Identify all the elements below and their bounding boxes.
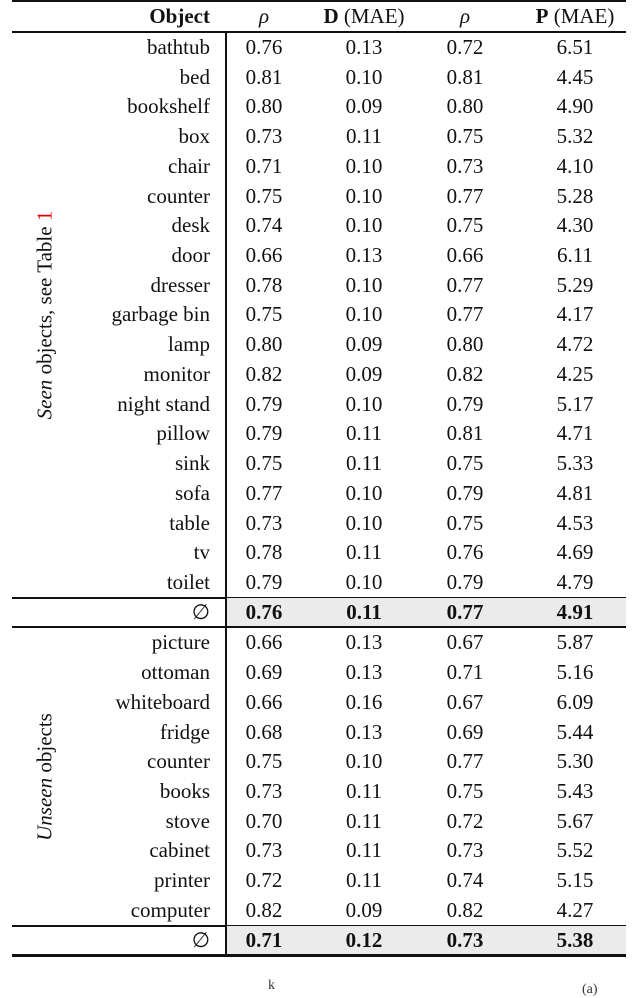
rho-depth: 0.75 [245, 183, 283, 208]
d-mae: 0.09 [345, 332, 383, 357]
rho-pose: 0.79 [446, 480, 484, 505]
p-mae: 5.52 [556, 838, 594, 863]
p-mae: 5.29 [556, 272, 594, 297]
rho-pose: 0.79 [446, 391, 484, 416]
rho-depth: 0.78 [245, 540, 283, 565]
object-name: dresser [150, 272, 210, 297]
p-mae: 4.72 [556, 332, 594, 357]
average-symbol: ∅ [191, 927, 210, 952]
object-name: monitor [143, 361, 210, 386]
table-row [0, 182, 640, 212]
d-mae: 0.13 [345, 719, 383, 744]
p-mae: 5.30 [556, 749, 594, 774]
table-row [0, 241, 640, 271]
object-name: sofa [175, 480, 210, 505]
object-name: counter [147, 183, 210, 208]
p-mae: 4.10 [556, 153, 594, 178]
rho-depth: 0.78 [245, 272, 283, 297]
table-row [0, 330, 640, 360]
p-mae: 4.79 [556, 569, 594, 594]
rho-depth: 0.79 [245, 569, 283, 594]
d-mae: 0.10 [345, 183, 383, 208]
p-mae: 5.16 [556, 660, 594, 685]
p-mae: 4.69 [556, 540, 594, 565]
p-mae: 6.09 [556, 689, 594, 714]
d-mae: 0.10 [345, 569, 383, 594]
object-name: bed [179, 64, 210, 89]
rho-pose: 0.75 [446, 213, 484, 238]
d-mae: 0.10 [345, 749, 383, 774]
d-mae: 0.13 [345, 35, 383, 59]
p-mae: 4.71 [556, 421, 594, 446]
table-row [0, 211, 640, 241]
table-row [0, 718, 640, 748]
p-mae: 6.11 [557, 243, 593, 268]
d-mae: 0.10 [345, 64, 383, 89]
table-row [0, 449, 640, 479]
d-mae: 0.10 [345, 153, 383, 178]
rho-depth: 0.76 [245, 599, 283, 624]
d-mae: 0.11 [346, 599, 382, 624]
p-mae: 4.91 [556, 599, 594, 624]
table-row [0, 479, 640, 509]
object-name: garbage bin [111, 302, 210, 327]
d-mae: 0.10 [345, 480, 383, 505]
d-mae: 0.11 [346, 868, 382, 893]
object-name: cabinet [149, 838, 210, 863]
object-name: picture [151, 630, 210, 655]
rho-depth: 0.73 [245, 838, 283, 863]
table-row [0, 747, 640, 777]
cutoff-fragment-k: k [268, 978, 275, 993]
object-name: box [178, 124, 210, 149]
rho-depth: 0.74 [245, 213, 283, 238]
d-mae: 0.10 [345, 510, 383, 535]
rho-pose: 0.77 [446, 599, 484, 624]
table-row [0, 300, 640, 330]
rho-pose: 0.81 [446, 421, 484, 446]
rho-pose: 0.73 [446, 153, 484, 178]
rho-depth: 0.75 [245, 749, 283, 774]
column-divider [225, 33, 227, 627]
table-row [0, 836, 640, 866]
d-mae: 0.10 [345, 302, 383, 327]
p-mae: 5.43 [556, 779, 594, 803]
table-row [0, 777, 640, 807]
p-mae: 5.28 [556, 183, 594, 208]
object-name: table [169, 510, 210, 535]
rho-pose: 0.75 [446, 124, 484, 149]
table-reference-link[interactable]: 1 [32, 210, 57, 222]
p-mae: 5.33 [556, 451, 594, 476]
rho-pose: 0.77 [446, 302, 484, 327]
d-mae: 0.11 [346, 808, 382, 833]
p-mae: 4.17 [556, 302, 594, 327]
d-mae: 0.10 [345, 213, 383, 238]
rho-depth: 0.80 [245, 332, 283, 357]
object-name: pillow [156, 421, 210, 446]
rho-depth: 0.82 [245, 361, 283, 386]
d-mae: 0.10 [345, 391, 383, 416]
p-mae: 4.45 [556, 64, 594, 89]
object-name: whiteboard [115, 689, 210, 714]
header-rho-pose: ρ [459, 4, 471, 28]
object-name: computer [130, 897, 210, 922]
rho-depth: 0.80 [245, 94, 283, 119]
rho-pose: 0.69 [446, 719, 484, 744]
rho-depth: 0.75 [245, 451, 283, 476]
object-name: printer [154, 868, 210, 893]
rho-pose: 0.80 [446, 94, 484, 119]
d-mae: 0.11 [346, 779, 382, 803]
rho-depth: 0.75 [245, 302, 283, 327]
d-mae: 0.11 [346, 540, 382, 565]
object-name: chair [168, 153, 210, 178]
rho-depth: 0.66 [245, 689, 283, 714]
p-mae: 5.38 [556, 927, 594, 952]
object-name: desk [171, 213, 210, 238]
table-row [0, 33, 640, 63]
table-row [0, 807, 640, 837]
table-row [0, 866, 640, 896]
rho-pose: 0.77 [446, 749, 484, 774]
p-mae: 5.87 [556, 630, 594, 655]
table-row [0, 390, 640, 420]
rho-pose: 0.82 [446, 361, 484, 386]
table-row [0, 568, 640, 598]
table-header [0, 1, 640, 31]
rho-pose: 0.81 [446, 64, 484, 89]
table-row [0, 419, 640, 449]
rho-pose: 0.72 [446, 35, 484, 59]
object-name: tv [193, 540, 210, 565]
rho-depth: 0.66 [245, 243, 283, 268]
rho-depth: 0.79 [245, 391, 283, 416]
average-row [0, 598, 640, 628]
d-mae: 0.13 [345, 660, 383, 685]
d-mae: 0.11 [346, 451, 382, 476]
rho-pose: 0.75 [446, 779, 484, 803]
object-name: stove [165, 808, 210, 833]
table-row [0, 896, 640, 926]
d-mae: 0.09 [345, 94, 383, 119]
p-mae: 4.27 [556, 897, 594, 922]
rho-pose: 0.72 [446, 808, 484, 833]
column-divider [225, 628, 227, 955]
p-mae: 6.51 [556, 35, 594, 59]
bottom-rule [12, 954, 626, 957]
header-rho-depth: ρ [258, 4, 270, 28]
table-row [0, 92, 640, 122]
rho-pose: 0.67 [446, 630, 484, 655]
rho-pose: 0.73 [446, 927, 484, 952]
unseen-objects-label: Unseen objects [32, 713, 57, 841]
p-mae: 5.67 [556, 808, 594, 833]
object-name: sink [174, 451, 210, 476]
rho-depth: 0.66 [245, 630, 283, 655]
object-name: night stand [117, 391, 210, 416]
table-row [0, 152, 640, 182]
rho-pose: 0.80 [446, 332, 484, 357]
rho-depth: 0.77 [245, 480, 283, 505]
rho-depth: 0.73 [245, 510, 283, 535]
object-name: counter [147, 749, 210, 774]
object-name: bathtub [147, 35, 210, 59]
d-mae: 0.16 [345, 689, 383, 714]
average-row [0, 926, 640, 956]
rho-pose: 0.75 [446, 451, 484, 476]
p-mae: 4.25 [556, 361, 594, 386]
table-row [0, 63, 640, 93]
d-mae: 0.13 [345, 630, 383, 655]
p-mae: 4.30 [556, 213, 594, 238]
object-name: fridge [159, 719, 210, 744]
d-mae: 0.11 [346, 421, 382, 446]
rho-pose: 0.77 [446, 272, 484, 297]
d-mae: 0.13 [345, 243, 383, 268]
p-mae: 5.44 [556, 719, 594, 744]
table-row [0, 538, 640, 568]
rho-pose: 0.71 [446, 660, 484, 685]
seen-objects-label: Seen objects, see Table 1 [32, 210, 57, 420]
rho-pose: 0.76 [446, 540, 484, 565]
rho-pose: 0.67 [446, 689, 484, 714]
object-name: books [159, 779, 210, 803]
object-name: bookshelf [127, 94, 210, 119]
table-row [0, 360, 640, 390]
average-symbol: ∅ [191, 599, 210, 624]
d-mae: 0.11 [346, 124, 382, 149]
d-mae: 0.09 [345, 897, 383, 922]
rho-depth: 0.68 [245, 719, 283, 744]
rho-depth: 0.82 [245, 897, 283, 922]
p-mae: 5.32 [556, 124, 594, 149]
rho-pose: 0.79 [446, 569, 484, 594]
rho-depth: 0.72 [245, 868, 283, 893]
table-row [0, 628, 640, 658]
rho-depth: 0.69 [245, 660, 283, 685]
rho-pose: 0.75 [446, 510, 484, 535]
rho-pose: 0.66 [446, 243, 484, 268]
table-row [0, 688, 640, 718]
object-name: lamp [168, 332, 210, 357]
rho-pose: 0.73 [446, 838, 484, 863]
table-row [0, 122, 640, 152]
rho-pose: 0.77 [446, 183, 484, 208]
d-mae: 0.11 [346, 838, 382, 863]
p-mae: 4.90 [556, 94, 594, 119]
rho-depth: 0.79 [245, 421, 283, 446]
table-row [0, 658, 640, 688]
rho-depth: 0.71 [245, 153, 283, 178]
p-mae: 5.17 [556, 391, 594, 416]
rho-depth: 0.73 [245, 779, 283, 803]
p-mae: 4.81 [556, 480, 594, 505]
rho-depth: 0.70 [245, 808, 283, 833]
rho-depth: 0.76 [245, 35, 283, 59]
d-mae: 0.09 [345, 361, 383, 386]
rho-depth: 0.71 [245, 927, 283, 952]
cutoff-fragment-a: (a) [582, 982, 598, 997]
table-row [0, 271, 640, 301]
p-mae: 5.15 [556, 868, 594, 893]
header-object: Object [149, 4, 210, 28]
rho-depth: 0.81 [245, 64, 283, 89]
p-mae: 4.53 [556, 510, 594, 535]
header-d-mae: D (MAE) [323, 4, 405, 28]
table-row [0, 509, 640, 539]
rho-pose: 0.74 [446, 868, 484, 893]
object-name: toilet [166, 569, 210, 594]
header-p-mae: P (MAE) [535, 4, 615, 28]
object-name: door [171, 243, 210, 268]
object-name: ottoman [141, 660, 210, 685]
d-mae: 0.12 [345, 927, 383, 952]
rho-depth: 0.73 [245, 124, 283, 149]
d-mae: 0.10 [345, 272, 383, 297]
rho-pose: 0.82 [446, 897, 484, 922]
